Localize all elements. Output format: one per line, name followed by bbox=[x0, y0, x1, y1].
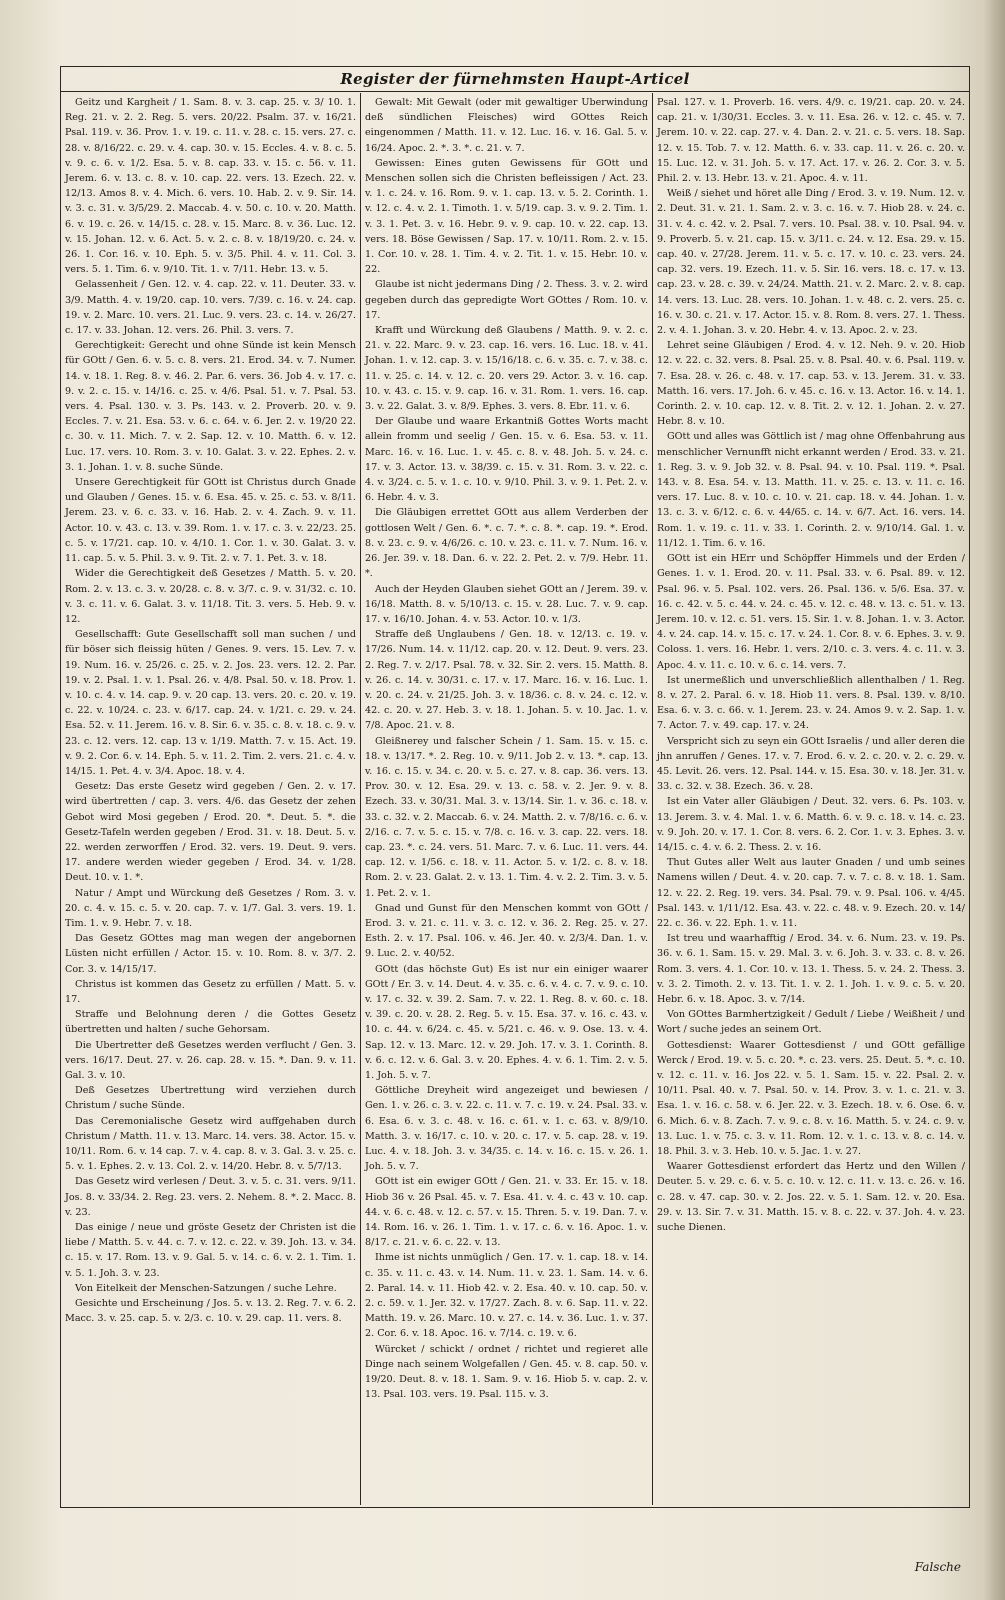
column-middle bbox=[361, 93, 653, 1505]
register-entry: GOtt (das höchste Gut) Es ist nur ein einiger waarer GOtt / Er. 3. v. 14. Deut. 4. v. 35. c. 6. v. 4. c. 7. v. 9. c. 10. v. 17. c. 32. v. 39. 2. Sam. 7. v. 22. 1. Reg. 8. v. 60. c. 18. v. 39. c. 20. v. 28. 2. Reg. 5. v. 15. Esa. 37. v. 16. c. 43. v. 10. c. 44. v. 6/24. c. 45. v. 5/21. c. 46. v. 9. Ose. 13. v. 4. Sap. 12. v. 13. Marc. 12. v. 29. Joh. 17. v. 3. 1. Corinth. 8. v. 6. c. 12. v. 6. Gal. 3. v. 20. Ephes. 4. v. 6. 1. Tim. 2. v. 5. 1. Joh. 5. v. 7. bbox=[365, 963, 648, 1081]
register-entry: Würcket / schickt / ordnet / richtet und regieret alle Dinge nach seinem Wolgefallen / Gen. 45. v. 8. cap. 50. v. 19/20. Deut. 8. v. 18. 1. Sam. 9. v. 16. Hiob 5. v. cap. 2. v. 13. Psal. 103. vers. 19. Psal. 115. v. 3. bbox=[365, 1343, 648, 1401]
register-entry: Gewalt: Mit Gewalt (oder mit gewaltiger Uberwindung deß sündlichen Fleisches) wird GOttes Reich eingenommen / Matth. 11. v. 12. Luc. 16. v. 16. Gal. 5. v. 16/24. Apoc. 2. *. 3. *. c. 21. v. 7. bbox=[365, 97, 648, 154]
register-entry: Ist treu und waarhafftig / Erod. 34. v. 6. Num. 23. v. 19. Ps. 36. v. 6. 1. Sam. 15. v. 29. Mal. 3. v. 6. Joh. 3. v. 33. c. 8. v. 26. Rom. 3. vers. 4. 1. Cor. 10. v. 13. 1. Thess. 5. v. 24. 2. Thess. 3. v. 3. 2. Timoth. 2. v. 13. Tit. 1. v. 2. 1. Joh. 1. v. 9. c. 5. v. 20. Hebr. 6. v. 18. Apoc. 3. v. 7/14. bbox=[657, 933, 965, 1005]
register-entry: Deß Gesetzes Ubertrettung wird verziehen durch Christum / suche Sünde. bbox=[65, 1085, 356, 1112]
register-entry: Gelassenheit / Gen. 12. v. 4. cap. 22. v. 11. Deuter. 33. v. 3/9. Matth. 4. v. 19/20. cap. 10. vers. 7/39. c. 16. v. 24. cap. 19. v. 2. Marc. 10. vers. 21. Luc. 9. vers. 23. c. 14. v. 26/27. c. 17. v. 33. Johan. 12. vers. 26. Phil. 3. vers. 7. bbox=[65, 279, 356, 337]
register-entry: Glaube ist nicht jedermans Ding / 2. Thess. 3. v. 2. wird gegeben durch das gepredigte Wort GOttes / Rom. 10. v. 17. bbox=[365, 279, 648, 321]
register-entry: GOtt ist ein ewiger GOtt / Gen. 21. v. 33. Er. 15. v. 18. Hiob 36 v. 26 Psal. 45. v. 7. Esa. 41. v. 4. c. 43 v. 10. cap. 44. v. 6. c. 48. v. 12. c. 57. v. 15. Thren. 5. v. 19. Dan. 7. v. 14. Rom. 16. v. 26. 1. Tim. 1. v. 17. c. 6. v. 16. Apoc. 1. v. 8/17. c. 21. v. 6. c. 22. v. 13. bbox=[365, 1176, 648, 1249]
register-entry: Geitz und Kargheit / 1. Sam. 8. v. 3. cap. 25. v. 3/ 10. 1. Reg. 21. v. 2. 2. Reg. 5. vers. 20/22. Psalm. 37. v. 16/21. Psal. 119. v. 36. Prov. 1. v. 19. c. 11. v. 28. c. 15. vers. 27. c. 28. v. 8/16/22. c. 29. v. 4. cap. 30. v. 15. Eccles. 4. v. 8. c. 5. v. 9. c. 6. v. 1/2. Esa. 5. v. 8. cap. 33. v. 15. c. 56. v. 11. Jerem. 6. v. 13. c. 8. v. 10. cap. 22. vers. 13. Ezech. 22. v. 12/13. Amos 8. v. 4. Mich. 6. vers. 10. Hab. 2. v. 9. Sir. 14. v. 3. c. 31. v. 3/5/29. 2. Maccab. 4. v. 50. c. 10. v. 20. Matth. 6. v. 19. c. 26. v. 14/15. c. 28. v. 15. Marc. 8. v. 36. Luc. 12. v. 15. Johan. 12. v. 6. Act. 5. v. 2. c. 8. v. 18/19/20. c. 24. v. 26. 1. Cor. 16. v. 10. Eph. 5. v. 3/5. Phil. 4. v. 11. Col. 3. vers. 5. 1. Tim. 6. v. 9/10. Tit. 1. v. 7/11. Hebr. 13. v. 5. bbox=[65, 97, 356, 276]
register-entry: Wider die Gerechtigkeit deß Gesetzes / Matth. 5. v. 20. Rom. 2. v. 13. c. 3. v. 20/28. c. 8. v. 3/7. c. 9. v. 31/32. c. 10. v. 3. c. 11. v. 6. Galat. 3. v. 11/18. Tit. 3. vers. 5. Heb. 9. v. 12. bbox=[65, 568, 356, 625]
register-entry: Straffe deß Unglaubens / Gen. 18. v. 12/13. c. 19. v. 17/26. Num. 14. v. 11/12. cap. 20. v. 12. Deut. 9. vers. 23. 2. Reg. 7. v. 2/17. Psal. 78. v. 32. Sir. 2. vers. 15. Matth. 8. v. 26. c. 14. v. 30/31. c. 17. v. 17. Marc. 16. v. 16. Luc. 1. v. 20. c. 24. v. 21/25. Joh. 3. v. 18/36. c. 8. v. 24. c. 12. v. 42. c. 20. v. 27. Heb. 3. v. 18. 1. Johan. 5. v. 10. Jac. 1. v. 7/8. Apoc. 21. v. 8. bbox=[365, 629, 648, 732]
register-entry: Waarer Gottesdienst erfordert das Hertz und den Willen / Deuter. 5. v. 29. c. 6. v. 5. c. 10. v. 12. c. 11. v. 13. c. 26. v. 16. c. 28. v. 47. cap. 30. v. 2. Jos. 22. v. 5. 1. Sam. 12. v. 20. Esa. 29. v. 13. Sir. 7. v. 31. Matth. 15. v. 8. c. 22. v. 37. Joh. 4. v. 23. suche Dienen. bbox=[657, 1161, 965, 1234]
register-entry: Auch der Heyden Glauben siehet GOtt an / Jerem. 39. v. 16/18. Matth. 8. v. 5/10/13. c. 15. v. 28. Luc. 7. v. 9. cap. 17. v. 16/10. Johan. 4. v. 53. Actor. 10. v. 1/3. bbox=[365, 583, 648, 625]
register-entry: Die Gläubigen errettet GOtt aus allem Verderben der gottlosen Welt / Gen. 6. *. c. 7. *. c. 8. *. cap. 19. *. Erod. 8. v. 23. c. 9. v. 4/6/26. c. 10. v. 23. c. 11. v. 7. Num. 16. v. 26. Jer. 39. v. 18. Dan. 6. v. 22. 2. Pet. 2. v. 7/9. Hebr. 11. *. bbox=[365, 507, 648, 580]
register-entry: Gerechtigkeit: Gerecht und ohne Sünde ist kein Mensch für GOtt / Gen. 6. v. 5. c. 8. vers. 21. Erod. 34. v. 7. Numer. 14. v. 18. 1. Reg. 8. v. 46. 2. Par. 6. vers. 36. Job 4. v. 17. c. 9. v. 2. c. 15. v. 14/16. c. 25. v. 4/6. Psal. 51. v. 7. Psal. 53. vers. 4. Psal. 130. v. 3. Ps. 143. v. 2. Proverb. 20. v. 9. Eccles. 7. v. 21. Esa. 53. v. 6. c. 64. v. 6. Jer. 2. v. 19/20 22. c. 30. v. 11. Mich. 7. v. 2. Sap. 12. v. 10. Matth. 6. v. 12. Luc. 17. vers. 10. Rom. 3. v. 10. Galat. 3. v. 22. Ephes. 2. v. 3. 1. Johan. 1. v. 8. suche Sünde. bbox=[65, 340, 356, 473]
register-entry: Göttliche Dreyheit wird angezeiget und bewiesen / Gen. 1. v. 26. c. 3. v. 22. c. 11. v. 7. c. 19. v. 24. Psal. 33. v. 6. Esa. 6. v. 3. c. 48. v. 16. c. 61. v. 1. c. 63. v. 8/9/10. Matth. 3. v. 16/17. c. 10. v. 20. c. 17. v. 5. cap. 28. v. 19. Luc. 4. v. 18. Joh. 3. v. 34/35. c. 14. v. 16. c. 15. v. 26. 1. Joh. 5. v. 7. bbox=[365, 1085, 648, 1173]
register-entry: Straffe und Belohnung deren / die Gottes Gesetz übertretten und halten / suche Gehorsam. bbox=[65, 1009, 356, 1036]
register-entry: Psal. 127. v. 1. Proverb. 16. vers. 4/9. c. 19/21. cap. 20. v. 24. cap. 21. v. 1/30/31. Eccles. 3. v. 11. Esa. 26. v. 12. c. 45. v. 7. Jerem. 10. v. 22. cap. 27. v. 4. Dan. 2. v. 21. c. 5. vers. 18. Sap. 12. v. 15. Tob. 7. v. 12. Matth. 6. v. 33. cap. 11. v. 26. c. 20. v. 15. Luc. 12. v. 31. Joh. 5. v. 17. Act. 17. v. 26. 2. Cor. 3. v. 5. Phil. 2. v. 13. Hebr. 13. v. 21. Apoc. 4. v. 11. bbox=[657, 97, 965, 185]
register-columns bbox=[61, 93, 969, 1505]
register-entry: Gewissen: Eines guten Gewissens für GOtt und Menschen sollen sich die Christen befleissigen / Act. 23. v. 1. c. 24. v. 16. Rom. 9. v. 1. cap. 13. v. 5. 2. Corinth. 1. v. 12. c. 4. v. 2. 1. Timoth. 1. v. 5/19. cap. 3. v. 9. 2. Tim. 1. v. 3. 1. Pet. 3. v. 16. Hebr. 9. v. 9. cap. 10. v. 22. cap. 13. vers. 18. Böse Gewissen / Sap. 17. v. 10/11. Rom. 2. v. 15. 1. Cor. 10. v. 28. 1. Tim. 4. v. 2. Tit. 1. v. 15. Hebr. 10. v. 22. bbox=[365, 157, 648, 276]
register-frame bbox=[60, 66, 970, 1508]
register-entry: Die Ubertretter deß Gesetzes werden verflucht / Gen. 3. vers. 16/17. Deut. 27. v. 26. cap. 28. v. 15. *. Dan. 9. v. 11. Gal. 3. v. 10. bbox=[65, 1039, 356, 1081]
register-entry: Gnad und Gunst für den Menschen kommt von GOtt / Erod. 3. v. 21. c. 11. v. 3. c. 12. v. 36. 2. Reg. 25. v. 27. Esth. 2. v. 17. Psal. 106. v. 46. Jer. 40. v. 2/3/4. Dan. 1. v. 9. Luc. 2. v. 40/52. bbox=[365, 902, 648, 960]
register-entry: Verspricht sich zu seyn ein GOtt Israelis / und aller deren die jhn anruffen / Genes. 17. v. 7. Erod. 6. v. 2. c. 20. v. 2. c. 29. v. 45. Levit. 26. vers. 12. Psal. 144. v. 15. Esa. 30. v. 18. Jer. 31. v. 33. c. 32. v. 38. Ezech. 36. v. 28. bbox=[657, 735, 965, 793]
register-entry: Gottesdienst: Waarer Gottesdienst / und GOtt gefällige Werck / Erod. 19. v. 5. c. 20. *. c. 23. vers. 25. Deut. 5. *. c. 10. v. 12. c. 11. v. 16. Jos 22. v. 5. 1. Sam. 15. v. 22. Psal. 2. v. 10/11. Psal. 40. v. 7. Psal. 50. v. 14. Prov. 3. v. 1. c. 21. v. 3. Esa. 1. v. 16. c. 58. v. 6. Jer. 22. v. 3. Ezech. 18. v. 6. Ose. 6. v. 6. Mich. 6. v. 8. Zach. 7. v. 9. c. 8. v. 16. Matth. 5. v. 24. c. 9. v. 13. Luc. 1. v. 75. c. 3. v. 11. Rom. 12. v. 1. c. 13. v. 8. c. 14. v. 18. Phil. 3. v. 3. Heb. 10. v. 5. Jac. 1. v. 27. bbox=[657, 1039, 965, 1158]
page-gutter-shadow bbox=[983, 0, 1005, 1600]
register-entry: Weiß / siehet und höret alle Ding / Erod. 3. v. 19. Num. 12. v. 2. Deut. 31. v. 21. 1. Sam. 2. v. 3. c. 16. v. 7. Hiob 28. v. 24. c. 31. v. 4. c. 42. v. 2. Psal. 7. vers. 10. Psal. 38. v. 10. Psal. 94. v. 9. Proverb. 5. v. 21. cap. 15. v. 3/11. c. 24. v. 12. Esa. 29. v. 15. cap. 40. v. 27/28. Jerem. 11. v. 5. c. 17. v. 10. c. 23. vers. 24. cap. 32. vers. 19. Ezech. 11. v. 5. Sir. 16. vers. 18. c. 17. v. 13. cap. 23. v. 28. c. 39. v. 24/24. Matth. 21. v. 2. Marc. 2. v. 8. cap. 14. vers. 13. Luc. 28. vers. 10. Johan. 1. v. 48. c. 2. vers. 25. c. 16. v. 30. c. 21. v. 17. Actor. 15. v. 8. Rom. 8. vers. 27. 1. Thess. 2. v. 4. 1. Johan. 3. v. 20. Hebr. 4. v. 13. Apoc. 2. v. 23. bbox=[657, 188, 965, 337]
register-entry: Gesichte und Erscheinung / Jos. 5. v. 13. 2. Reg. 7. v. 6. 2. Macc. 3. v. 25. cap. 5. v. 2/3. c. 10. v. 29. cap. 11. vers. 8. bbox=[65, 1298, 356, 1325]
register-entry: Das Ceremonialische Gesetz wird auffgehaben durch Christum / Matth. 11. v. 13. Marc. 14. vers. 38. Actor. 15. v. 10/11. Rom. 6. v. 14 cap. 7. v. 4. cap. 8. v. 3. Gal. 3. v. 25. c. 5. v. 1. Ephes. 2. v. 13. Col. 2. v. 14/20. Hebr. 8. v. 5/7/13. bbox=[65, 1115, 356, 1173]
register-entry: Ist unermeßlich und unverschließlich allenthalben / 1. Reg. 8. v. 27. 2. Paral. 6. v. 18. Hiob 11. vers. 8. Psal. 139. v. 8/10. Esa. 6. v. 3. c. 66. v. 1. Jerem. 23. v. 24. Amos 9. v. 2. Sap. 1. v. 7. Actor. 7. v. 49. cap. 17. v. 24. bbox=[657, 674, 965, 732]
register-entry: Ihme ist nichts unmüglich / Gen. 17. v. 1. cap. 18. v. 14. c. 35. v. 11. c. 43. v. 14. Num. 11. v. 23. 1. Sam. 14. v. 6. 2. Paral. 14. v. 11. Hiob 42. v. 2. Esa. 40. v. 10. cap. 50. v. 2. c. 59. v. 1. Jer. 32. v. 17/27. Zach. 8. v. 6. Sap. 11. v. 22. Matth. 19. v. 26. Marc. 10. v. 27. c. 14. v. 36. Luc. 1. v. 37. 2. Cor. 6. v. 18. Apoc. 16. v. 7/14. c. 19. v. 6. bbox=[365, 1252, 648, 1340]
register-entry: Von Eitelkeit der Menschen-Satzungen / suche Lehre. bbox=[75, 1282, 337, 1294]
catchword: Falsche bbox=[914, 1560, 961, 1574]
register-entry: Das Gesetz GOttes mag man wegen der angebornen Lüsten nicht erfüllen / Actor. 15. v. 10. Rom. 8. v. 3/7. 2. Cor. 3. v. 14/15/17. bbox=[65, 933, 356, 975]
register-entry: Gesellschafft: Gute Gesellschafft soll man suchen / und für böser sich fleissig hüten / Genes. 9. vers. 15. Lev. 7. v. 19. Num. 16. v. 25/26. c. 25. v. 2. Jos. 23. vers. 12. 2. Par. 19. v. 2. Psal. 1. v. 1. Psal. 26. v. 4/8. Psal. 50. v. 18. Prov. 1. v. 10. c. 4. v. 14. cap. 9. v. 20 cap. 13. vers. 20. c. 20. v. 19. c. 22. v. 10/24. c. 23. v. 6/17. cap. 24. v. 1/21. c. 29. v. 24. Esa. 52. v. 11. Jerem. 16. v. 8. Sir. 6. v. 35. c. 8. v. 18. c. 9. v. 23. c. 12. vers. 12. cap. 13 v. 1/19. Matth. 7. v. 15. Act. 19. v. 9. 2. Cor. 6. v. 14. Eph. 5. v. 11. 2. Tim. 2. vers. 21. c. 4. v. 14/15. 1. Pet. 4. v. 3/4. Apoc. 18. v. 4. bbox=[65, 629, 356, 777]
register-entry: Von GOttes Barmhertzigkeit / Gedult / Liebe / Weißheit / und Wort / suche jedes an seinem Ort. bbox=[657, 1009, 965, 1036]
register-entry: Lehret seine Gläubigen / Erod. 4. v. 12. Neh. 9. v. 20. Hiob 12. v. 22. c. 32. vers. 8. Psal. 25. v. 8. Psal. 40. v. 6. Psal. 119. v. 7. Esa. 28. v. 26. c. 48. v. 17. cap. 53. v. 13. Jerem. 31. v. 33. Matth. 16. vers. 17. Joh. 6. v. 45. c. 16. v. 13. Actor. 16. v. 14. 1. Corinth. 2. v. 10. cap. 12. v. 8. Tit. 2. v. 12. 1. Johan. 2. v. 27. Hebr. 8. v. 10. bbox=[657, 340, 965, 428]
register-entry: Krafft und Würckung deß Glaubens / Matth. 9. v. 2. c. 21. v. 22. Marc. 9. v. 23. cap. 16. vers. 16. Luc. 18. v. 41. Johan. 1. v. 12. cap. 3. v. 15/16/18. c. 6. v. 35. c. 7. v. 38. c. 11. v. 25. c. 14. v. 12. c. 20. vers 29. Actor. 3. v. 16. cap. 10. v. 43. c. 15. v. 9. cap. 16. v. 31. Rom. 1. vers. 16. cap. 3. v. 22. Galat. 3. v. 8/9. Ephes. 3. vers. 8. Ebr. 11. v. 6. bbox=[365, 325, 648, 413]
register-entry: Der Glaube und waare Erkantniß Gottes Worts macht allein fromm und seelig / Gen. 15. v. 6. Esa. 53. v. 11. Marc. 16. v. 16. Luc. 1. v. 45. c. 8. v. 48. Joh. 5. v. 24. c. 17. v. 3. Actor. 13. v. 38/39. c. 15. v. 31. Rom. 3. v. 22. c. 4. v. 3/24. c. 5. v. 1. c. 10. v. 9/10. Phil. 3. v. 9. 1. Pet. 2. v. 6. Hebr. 4. v. 3. bbox=[365, 416, 648, 504]
register-entry: GOtt ist ein HErr und Schöpffer Himmels und der Erden / Genes. 1. v. 1. Erod. 20. v. 11. Psal. 33. v. 6. Psal. 89. v. 12. Psal. 96. v. 5. Psal. 102. vers. 26. Psal. 136. v. 5/6. Esa. 37. v. 16. c. 42. v. 5. c. 44. v. 24. c. 45. v. 12. c. 48. v. 13. c. 51. v. 13. Jerem. 10. v. 12. c. 51. vers. 15. Sir. 1. v. 8. Johan. 1. v. 3. Actor. 4. v. 24. cap. 14. v. 15. c. 17. v. 24. 1. Cor. 8. v. 6. Ephes. 3. v. 9. Coloss. 1. vers. 16. Hebr. 1. vers. 2/10. c. 3. vers. 4. c. 11. v. 3. Apoc. 4. v. 11. c. 10. v. 6. c. 14. vers. 7. bbox=[657, 553, 965, 671]
register-entry: Gleißnerey und falscher Schein / 1. Sam. 15. v. 15. c. 18. v. 13/17. *. 2. Reg. 10. v. 9/11. Job 2. v. 13. *. cap. 13. v. 16. c. 15. v. 34. c. 20. v. 5. c. 27. v. 8. cap. 36. vers. 13. Prov. 30. v. 12. Esa. 29. v. 13. c. 58. v. 2. Jer. 9. v. 8. Ezech. 33. v. 30/31. Mal. 3. v. 13/14. Sir. 1. v. 36. c. 18. v. 33. c. 32. v. 2. Maccab. 6. v. 24. Matth. 2. v. 7/8/16. c. 6. v. 2/16. c. 7. v. 5. c. 15. v. 7/8. c. 16. v. 3. cap. 22. vers. 18. cap. 23. *. c. 24. vers. 51. Marc. 7. v. 6. Luc. 11. vers. 44. cap. 12. v. 1/56. c. 18. v. 11. Actor. 5. v. 1/2. c. 8. v. 18. Rom. 2. v. 23. Galat. 2. v. 13. 1. Tim. 4. v. 2. 2. Tim. 3. v. 5. 1. Pet. 2. v. 1. bbox=[365, 735, 648, 899]
register-entry: Christus ist kommen das Gesetz zu erfüllen / Matt. 5. v. 17. bbox=[65, 978, 356, 1005]
register-entry: GOtt und alles was Göttlich ist / mag ohne Offenbahrung aus menschlicher Vernunfft nicht erkannt werden / Erod. 33. v. 21. 1. Reg. 3. v. 9. Job 32. v. 8. Psal. 94. v. 10. Psal. 119. *. Psal. 143. v. 8. Esa. 54. v. 13. Matth. 11. v. 25. c. 13. v. 11. c. 16. vers. 17. Luc. 8. v. 10. c. 10. v. 21. cap. 18. v. 44. Johan. 1. v. 13. c. 3. v. 6/12. c. 6. v. 44/65. c. 14. v. 6/7. Act. 16. vers. 14. Rom. 1. v. 19. c. 11. v. 33. 1. Corinth. 2. v. 9/10/14. Gal. 1. v. 11/12. 1. Tim. 6. v. 16. bbox=[657, 431, 965, 549]
register-entry: Natur / Ampt und Würckung deß Gesetzes / Rom. 3. v. 20. c. 4. v. 15. c. 5. v. 20. cap. 7. v. 1/7. Gal. 3. vers. 19. 1. Tim. 1. v. 9. Hebr. 7. v. 18. bbox=[65, 887, 356, 929]
register-entry: Ist ein Vater aller Gläubigen / Deut. 32. vers. 6. Ps. 103. v. 13. Jerem. 3. v. 4. Mal. 1. v. 6. Matth. 6. v. 9. c. 18. v. 14. c. 23. v. 9. Joh. 20. v. 17. 1. Cor. 8. vers. 6. 2. Cor. 1. v. 3. Ephes. 3. v. 14/15. c. 4. v. 6. 2. Thess. 2. v. 16. bbox=[657, 796, 965, 853]
register-entry: Das einige / neue und gröste Gesetz der Christen ist die liebe / Matth. 5. v. 44. c. 7. v. 12. c. 22. v. 39. Joh. 13. v. 34. c. 15. v. 17. Rom. 13. v. 9. Gal. 5. v. 14. c. 6. v. 2. 1. Tim. 1. v. 5. 1. Joh. 3. v. 23. bbox=[65, 1222, 356, 1279]
register-entry: Unsere Gerechtigkeit für GOtt ist Christus durch Gnade und Glauben / Genes. 15. v. 6. Esa. 45. v. 25. c. 53. v. 8/11. Jerem. 23. v. 6. c. 33. v. 16. Hab. 2. v. 4. Zach. 9. v. 11. Actor. 10. v. 43. c. 13. v. 39. Rom. 1. v. 17. c. 3. v. 22/23. 25. c. 5. v. 17/21. cap. 10. v. 4/10. 1. Cor. 1. v. 30. Galat. 3. v. 11. cap. 5. v. 5. Phil. 3. v. 9. Tit. 2. v. 7. 1. Pet. 3. v. 18. bbox=[65, 477, 356, 565]
register-entry: Thut Gutes aller Welt aus lauter Gnaden / und umb seines Namens willen / Deut. 4. v. 20. cap. 7. v. 7. c. 8. v. 18. 1. Sam. 12. v. 22. 2. Reg. 19. vers. 34. Psal. 79. v. 9. Psal. 106. v. 4/45. Psal. 143. v. 1/11/12. Esa. 43. v. 22. c. 48. v. 9. Ezech. 20. v. 14/ 22. c. 36. v. 22. Eph. 1. v. 11. bbox=[657, 857, 965, 929]
column-right bbox=[653, 93, 969, 1505]
register-entry: Gesetz: Das erste Gesetz wird gegeben / Gen. 2. v. 17. wird übertretten / cap. 3. vers. 4/6. das Gesetz der zehen Gebot wird Mosi gegeben / Erod. 20. *. Deut. 5. *. die Gesetz-Tafeln werden gegeben / Erod. 31. v. 18. Deut. 5. v. 22. werden zerworffen / Erod. 32. vers. 19. Deut. 9. vers. 17. andere werden wieder gegeben / Erod. 34. v. 1/28. Deut. 10. v. 1. *. bbox=[65, 781, 356, 884]
register-entry: Das Gesetz wird verlesen / Deut. 3. v. 5. c. 31. vers. 9/11. Jos. 8. v. 33/34. 2. Reg. 23. vers. 2. Nehem. 8. *. 2. Macc. 8. v. 23. bbox=[65, 1176, 356, 1218]
page-header: Register der fürnehmsten Haupt-Articel bbox=[61, 67, 969, 92]
column-left bbox=[61, 93, 361, 1505]
